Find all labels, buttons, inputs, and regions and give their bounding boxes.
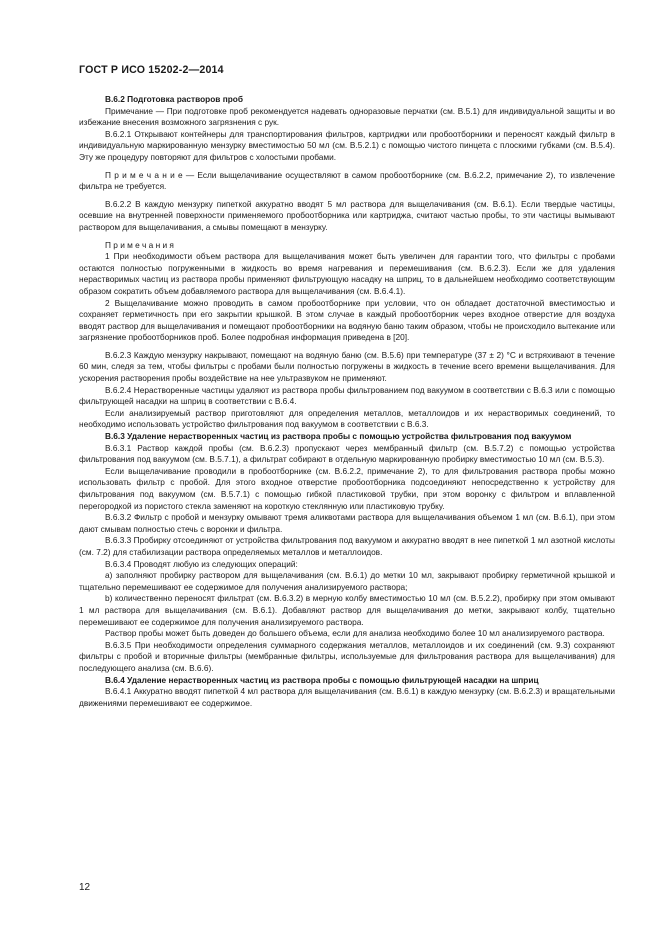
paragraph: П р и м е ч а н и я	[105, 239, 174, 250]
paragraph: Раствор пробы может быть доведен до большего объема, если для анализа необходимо более 10 мл анализируемого раствора.	[105, 628, 605, 639]
section-heading: В.6.3 Удаление нерастворенных частиц из раствора пробы с помощью устройства фильтрования под вакуумом	[105, 431, 572, 442]
section-heading: В.6.4 Удаление нерастворенных частиц из раствора пробы с помощью фильтрующей насадки на шприц	[105, 674, 539, 685]
paragraph: а) заполняют пробирку раствором для выщелачивания (см. В.6.1) до метки 10 мл, закрывают пробирку герметичной крышкой и тщательно перемешивают ее содержимое для получения анализируемого раствора;	[79, 570, 615, 592]
paragraph: В.6.2.4 Нерастворенные частицы удаляют из раствора пробы фильтрованием под вакуумом в соответствии с В.6.3 или с помощью фильтрующей насадки на шприц в соответствии с В.6.4.	[79, 384, 615, 407]
page-header-title: ГОСТ Р ИСО 15202-2—2014	[79, 64, 224, 76]
document-body	[79, 94, 615, 709]
paragraph: В.6.4.1 Аккуратно вводят пипеткой 4 мл раствора для выщелачивания (см. В.6.1) в каждую мензурку (см. В.6.2.3) и вращательными движениями перемешивают ее содержимое.	[79, 686, 615, 708]
paragraph: Если выщелачивание проводили в пробоотборнике (см. В.6.2.2, примечание 2), то для фильтрования раствора пробы можно использовать фильтр с пробой. Для этого входное отверстие пробоотборника подсоединяют непосредственно к устройству для фильтрования под вакуумом (см. В.5.7.1) с помощью гибкой пластиковой трубки, при этом воронку с фильтром и вплавленной перегородкой из пористого стекла заменяют на короткую стеклянную или пластиковую трубку.	[79, 465, 615, 511]
paragraph: В.6.2.3 Каждую мензурку накрывают, помещают на водяную баню (см. В.5.6) при температуре (37 ± 2) °С и встряхивают в течение 60 мин, следя за тем, чтобы фильтры с пробами были полностью погружены в жидкость в течение всего времени выщелачивания. Для ускорения растворения пробы воздействие на нее ультразвуком не применяют.	[79, 349, 615, 384]
paragraph: Если анализируемый раствор приготовляют для определения металлов, металлоидов и их нерастворимых соединений, то необходимо использовать устройство фильтрования под вакуумом в соответствии с В.6.3.	[79, 407, 615, 430]
paragraph: П р и м е ч а н и е — Если выщелачивание осуществляют в самом пробоотборнике (см. В.6.2.2, примечание 2), то извлечение фильтра не требуется.	[79, 169, 615, 192]
section-heading: В.6.2 Подготовка растворов проб	[105, 94, 243, 104]
paragraph: В.6.3.2 Фильтр с пробой и мензурку омывают тремя аликвотами раствора для выщелачивания объемом 1 мл (см. В.6.1), при этом дают смывам полностью стечь с воронки и фильтра.	[79, 512, 615, 534]
paragraph: Примечание — При подготовке проб рекомендуется надевать одноразовые перчатки (см. В.5.1) для индивидуальной защиты и во избежание внесения возможного загрязнения с рук.	[79, 105, 615, 128]
paragraph: В.6.2.2 В каждую мензурку пипеткой аккуратно вводят 5 мл раствора для выщелачивания (см. В.6.1). Если твердые частицы, осевшие на внутренней поверхности применяемого пробоотборника или картриджа, считают частью пробы, то эти частицы вымывают раствором для выщелачивания, а смывы помещают в мензурку.	[79, 198, 615, 232]
paragraph: b) количественно переносят фильтрат (см. В.6.3.2) в мерную колбу вместимостью 10 мл (см. В.5.2.2), пробирку при этом омывают 1 мл раствора для выщелачивания (см. В.6.1). Добавляют раствор для выщелачивания до метки, закрывают колбу, тщательно перемешивают ее содержимое для получения анализируемого раствора.	[79, 593, 615, 627]
paragraph: В.6.3.1 Раствор каждой пробы (см. В.6.2.3) пропускают через мембранный фильтр (см. В.5.7.2) с помощью устройства фильтрования под вакуумом (см. В.5.7.1), а фильтрат собирают в отдельную маркированную пробирку вместимостью 10 мл (см. В.5.3).	[79, 442, 615, 465]
paragraph: 1 При необходимости объем раствора для выщелачивания может быть увеличен для гарантии того, что фильтры с пробами остаются полностью погруженными в жидкость во время нагревания и перемешивания (см. В.6.2.3). Если же для удаления нерастворимых частиц из раствора пробы применяют фильтрующую насадку на шприц, то в дальнейшем необходимо соответствующим образом сократить объем добавляемого раствора для выщелачивания (см. В.6.4.1).	[79, 251, 615, 296]
paragraph: В.6.2.1 Открывают контейнеры для транспортирования фильтров, картриджи или пробоотборники и переносят каждый фильтр в индивидуальную маркированную мензурку вместимостью 50 мл (см. В.5.2.1) с помощью чистого пинцета с плоскими губками (см. В.5.4). Эту же процедуру повторяют для фильтров с холостыми пробами.	[79, 128, 615, 162]
paragraph: 2 Выщелачивание можно проводить в самом пробоотборнике при условии, что он обладает достаточной вместимостью и сохраняет герметичность при его закрытии крышкой. В этом случае в каждый пробоотборник через входное отверстие для воздуха вводят раствор для выщелачивания и помещают пробоотборники на водяную баню таким образом, чтобы не происходило вытекание или загрязнение пробоотборников проб. Более подробная информация приведена в [20].	[79, 297, 615, 343]
paragraph: В.6.3.3 Пробирку отсоединяют от устройства фильтрования под вакуумом и аккуратно вводят в нее пипеткой 1 мл азотной кислоты (см. 7.2) для стабилизации раствора определяемых металлов и металлоидов.	[79, 535, 615, 557]
paragraph: В.6.3.5 При необходимости определения суммарного содержания металлов, металлоидов и их соединений (см. 9.3) сохраняют фильтры с пробой и вторичные фильтры (мембранные фильтры, используемые для фильтрования раствора для выщелачивания) для последующего анализа (см. В.6.6).	[79, 639, 615, 673]
paragraph: В.6.3.4 Проводят любую из следующих операций:	[105, 558, 298, 569]
page-number: 12	[79, 882, 91, 893]
